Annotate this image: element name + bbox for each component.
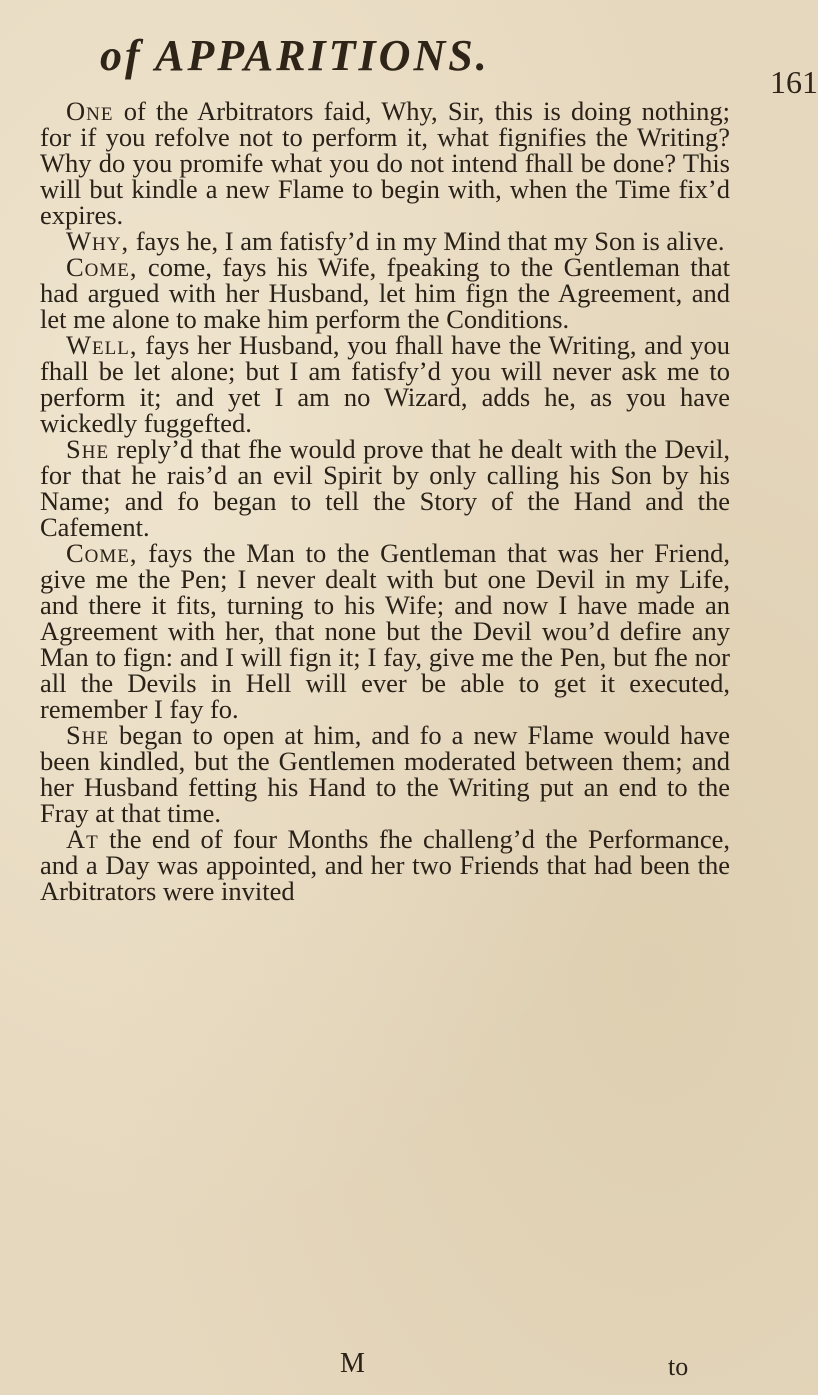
paragraph-lead-word: At [66,824,99,854]
paragraph-text: come, fays his Wife, fpeaking to the Gentleman that had argued with her Husband, let him fign the Agreement, and let me alone to make him perform the Conditions. [40,252,730,334]
paragraph-lead-word: She [66,434,110,464]
paragraph-text: fays the Man to the Gentleman that was her Friend, give me the Pen; I never dealt with but one Devil in my Life, and there it fits, turning to his Wife; and now I have made an Agreement with her, that none but the Devil wou’d defire any Man to fign: and I will fign it; I fay, give me the Pen, but fhe nor all the Devils in Hell will ever be able to get it executed, remember I fay fo. [40,538,730,724]
paragraph-text: fays her Husband, you fhall have the Writing, and you fhall be let alone; but I am fatisfy’d you will never ask me to perform it; and yet I am no Wizard, adds he, as you have wickedly fuggefted. [40,330,730,438]
paragraph-text: of the Arbitrators faid, Why, Sir, this is doing nothing; for if you refolve not to perform it, what fignifies the Writing? Why do you promife what you do not intend fhall be done? This will but kindle a new Flame to begin with, when the Time fix’d expires. [40,96,730,230]
paragraph [40,228,730,254]
paragraph-lead-word: She [66,720,110,750]
paragraph-text: fays he, I am fatisfy’d in my Mind that my Son is alive. [129,226,725,256]
paragraph [40,826,730,904]
paragraph [40,722,730,826]
paragraph [40,254,730,332]
paragraph-lead-word: Well, [66,330,138,360]
catchword: to [668,1352,689,1381]
page-number: 161 [770,64,818,100]
paragraph [40,436,730,540]
paragraph-lead-word: One [66,96,114,126]
body-text [40,98,730,904]
running-title: of APPARITIONS. [100,31,490,80]
paragraph [40,540,730,722]
signature-mark: M [340,1348,365,1379]
paragraph-lead-word: Come, [66,538,138,568]
paragraph-lead-word: Come, [66,252,138,282]
paragraph-text: the end of four Months fhe challeng’d the Performance, and a Day was appointed, and her two Friends that had been the Arbitrators were invited [40,824,730,906]
paragraph-text: began to open at him, and fo a new Flame would have been kindled, but the Gentlemen moderated between them; and her Husband fetting his Hand to the Writing put an end to the Fray at that time. [40,720,730,828]
paragraph-lead-word: Why, [66,226,130,256]
paragraph-text: reply’d that fhe would prove that he dealt with the Devil, for that he rais’d an evil Spirit by only calling his Son by his Name; and fo began to tell the Story of the Hand and the Cafement. [40,434,730,542]
running-head [40,30,818,100]
page-footer [40,1348,740,1388]
paragraph [40,98,730,228]
paragraph [40,332,730,436]
